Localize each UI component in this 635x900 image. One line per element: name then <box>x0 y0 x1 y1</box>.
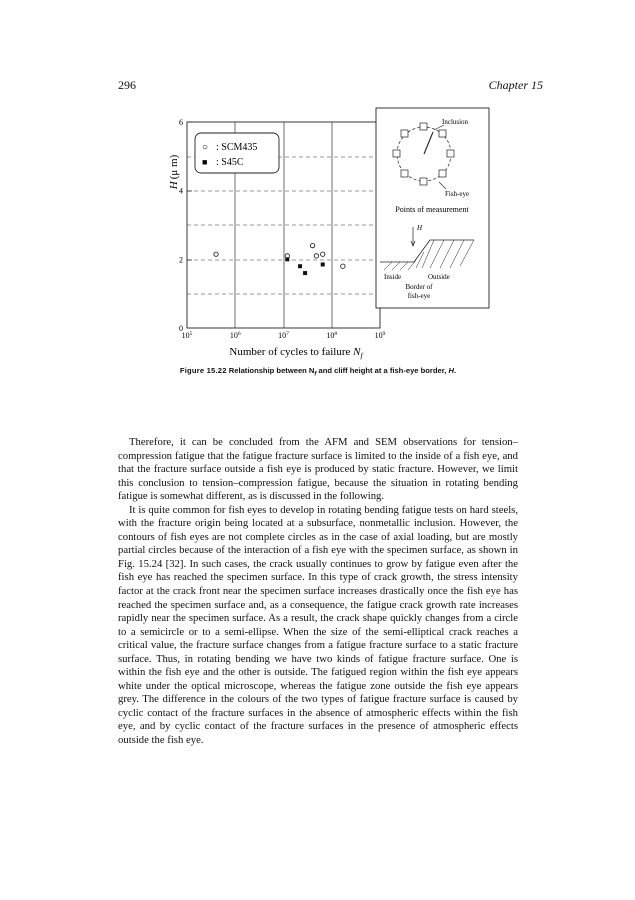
text-line: a semi-ellipse. When the size of the semi-elliptical crack reaches a critical value, the <box>118 625 518 652</box>
text-line: contact of the fracture surfaces in the absence of atmospheric effects within the fish <box>147 706 519 719</box>
x-tick-label: $10^9$ <box>374 331 386 340</box>
legend-scm435-symbol: ○ <box>202 142 209 153</box>
text-line: compression fatigue that the fatigue fracture surface is limited to the inside of a fish <box>118 449 480 462</box>
inset-label-points: Points of measurement <box>395 205 469 214</box>
text-line: eye, and that the fracture surface outside a fish eye is produced by static fracture. <box>118 449 518 476</box>
text-line: surface. As a result, the crack shape quickly changes from a circle to a semicircle or to <box>118 612 518 638</box>
text-line: specimen surface, as shown in Fig. 15.24 [32]. In such cases, the crack usually continues <box>118 544 518 570</box>
text-line: Therefore, it can be concluded from the AFM and SEM observations for tension– <box>129 436 518 448</box>
scm435-point <box>321 252 325 256</box>
inset-label-inclusion: Inclusion <box>442 118 469 126</box>
y-tick-label: 6 <box>179 118 183 127</box>
y-axis-label: H(μ m) <box>168 154 180 190</box>
page-header <box>118 78 543 94</box>
caption-sub: f <box>314 371 317 378</box>
x-tick-label: $10^6$ <box>229 331 241 340</box>
page-number: 296 <box>118 78 136 92</box>
text-line: surface increases drastically once the fish eye has reached the specimen surface and, <box>118 585 519 611</box>
legend <box>195 133 279 173</box>
text-line: to grow by fatigue even after the fish eye has reached the specimen surface. In this <box>118 557 518 584</box>
inset-label-inside: Inside <box>384 273 402 281</box>
figure-caption <box>118 366 518 378</box>
text-line: steels, with the fracture origin being located at a subsurface, nonmetallic inclusion. <box>118 503 518 530</box>
text-line: fracture surface changes from a fatigue fracture surface to a static fracture surface. Thus, <box>118 639 519 665</box>
scm435-point <box>341 264 345 268</box>
legend-s45c-symbol: ■ <box>202 157 208 167</box>
figure-chart <box>130 100 510 360</box>
text-line: However, we limit this conclusion to tension–compression fatigue, because the situation <box>118 463 519 489</box>
text-line: eye and the other is outside. The fatigued region within the fish eye appears white under <box>118 666 519 692</box>
s45c-point <box>285 257 289 261</box>
text-line: type of crack growth, the stress intensity factor at the crack front near the specimen <box>118 571 518 598</box>
inset-label-h: H <box>417 224 423 232</box>
y-tick-marks <box>187 122 192 260</box>
legend-scm435-label: : SCM435 <box>216 142 258 153</box>
text-line: loading, but are mostly partial circles because of the interaction of a fish eye with the <box>118 530 519 557</box>
text-line: difference in the colours of the two types of fatigue fracture surface is caused by cyclic <box>118 693 519 719</box>
y-tick-label: 0 <box>179 324 183 333</box>
x-axis-label: Number of cycles to failure $N_f$ <box>229 346 363 360</box>
paragraph <box>118 436 518 504</box>
inset-label-border-1: Border of <box>405 283 433 291</box>
x-tick-label: $10^7$ <box>278 331 289 340</box>
x-tick-label: $10^5$ <box>181 331 193 340</box>
text-line: in rotating bending we have two kinds of fatigue fracture surface. One is within the fish <box>118 652 518 679</box>
chapter-title: Chapter 15 <box>488 78 543 92</box>
s45c-point <box>298 264 302 268</box>
legend-s45c-label: : S45C <box>216 157 244 168</box>
text-line: However, the contours of fish eyes are not complete circles as in the case of axial <box>118 517 518 543</box>
y-tick-label: 4 <box>179 186 183 196</box>
scm435-point <box>214 252 218 256</box>
text-line: outside the fish eye. <box>118 734 204 747</box>
inset-label-outside: Outside <box>428 273 450 281</box>
text-line: in rotating bending fatigue is somewhat different, as is discussed in the following. <box>118 476 518 503</box>
text-line: It is quite common for fish eyes to develop in rotating bending fatigue tests on hard <box>129 503 489 516</box>
text-line: the optical microscope, whereas the fatigue zone outside the fish eye appears grey. The <box>118 679 519 706</box>
text-line: as a consequence, the fatigue crack growth rate increases rapidly near the specimen <box>118 598 519 625</box>
x-tick-label: $10^8$ <box>326 331 338 340</box>
caption-label: Figure 15.22 <box>179 366 227 375</box>
y-tick-label: 2 <box>179 255 183 265</box>
inset-label-fisheye: Fish-eye <box>445 190 470 198</box>
grid-horizontal <box>187 157 380 294</box>
s45c-point <box>303 271 307 275</box>
s45c-point <box>321 262 325 266</box>
text-line: eye, and by cyclic contact of the fracture surfaces in the presence of atmospheric effects <box>118 720 518 733</box>
caption-end: . <box>453 366 457 375</box>
caption-tail: and cliff height at a fish-eye border, <box>316 366 449 375</box>
body-text <box>118 436 518 748</box>
caption-h: H <box>448 366 454 375</box>
inset-diagram <box>376 108 489 308</box>
inset-label-border-2: fish-eye <box>407 292 431 300</box>
paragraph <box>118 504 518 748</box>
caption-text: Relationship between N <box>228 366 315 375</box>
scm435-point <box>310 243 314 247</box>
scm435-point <box>314 254 318 258</box>
